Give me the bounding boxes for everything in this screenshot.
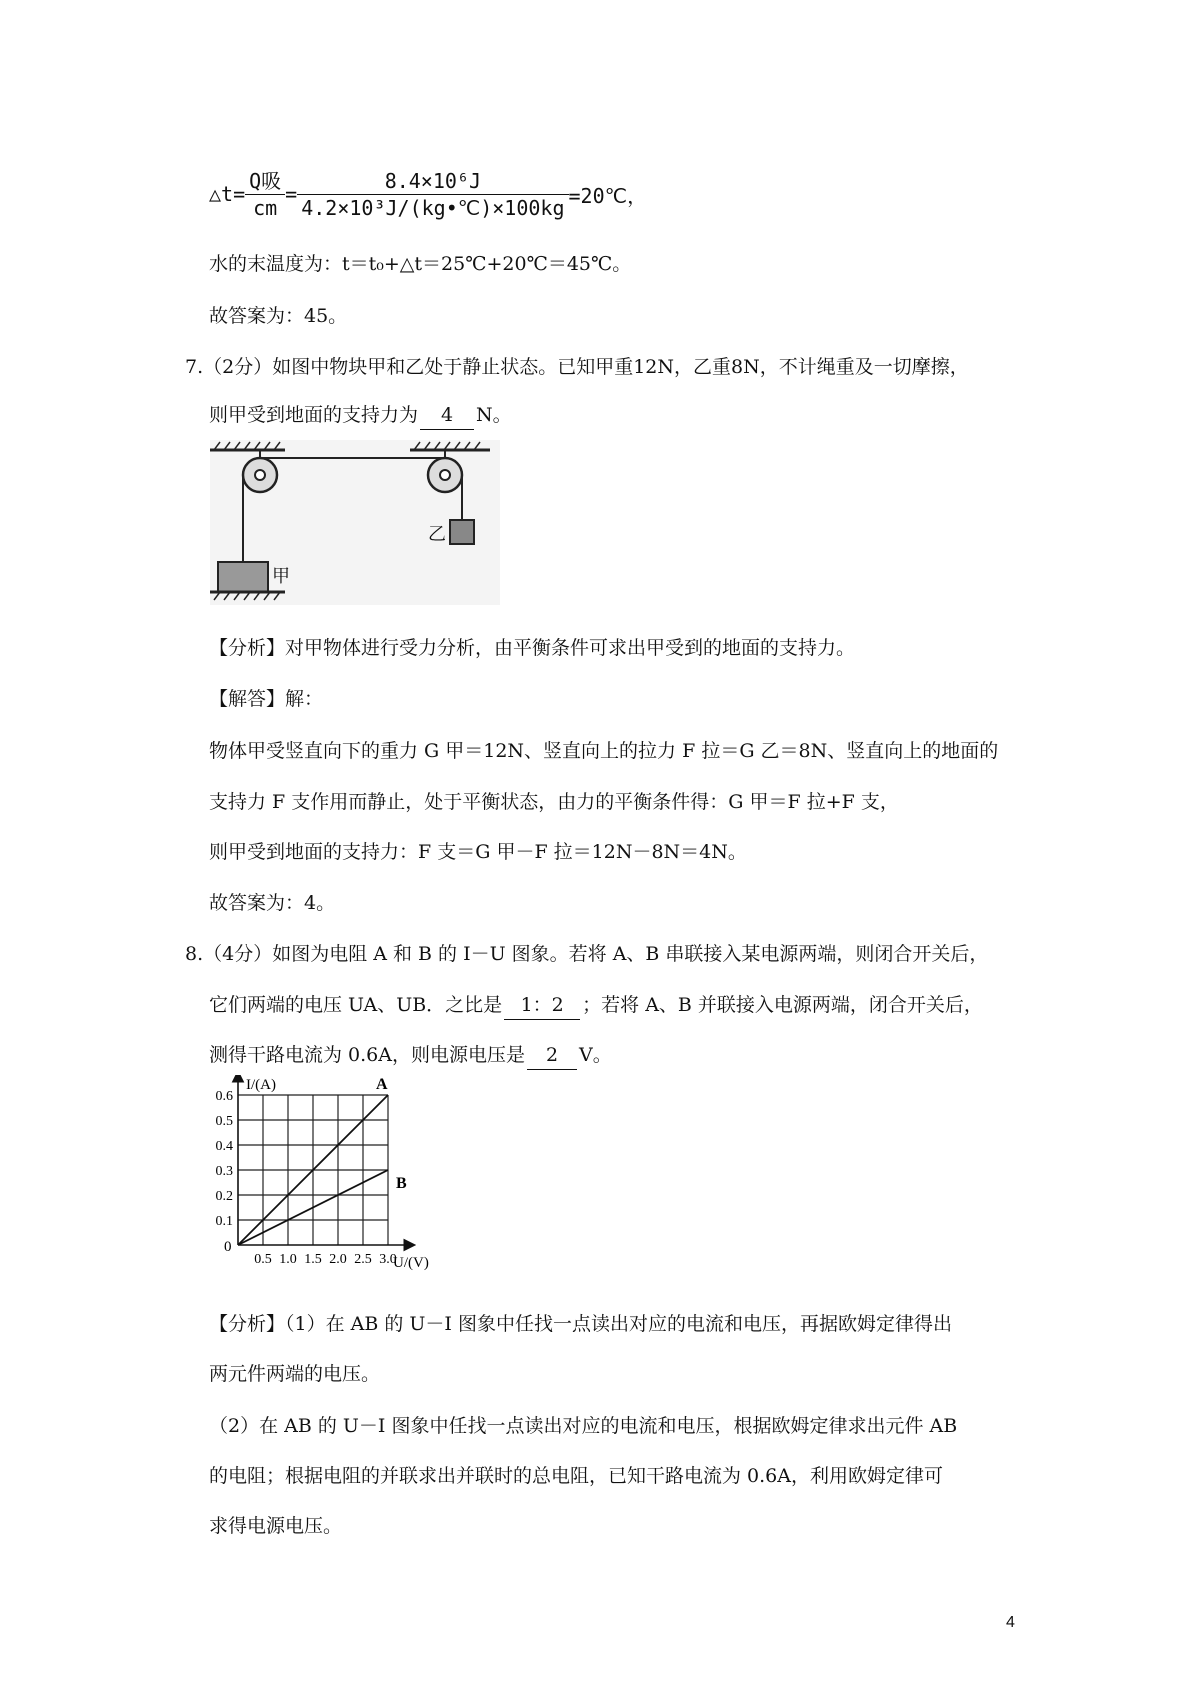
q8-line3-pre: 测得干路电流为 0.6A，则电源电压是: [209, 1044, 525, 1066]
x-tick-label: 2.0: [329, 1252, 347, 1267]
q8-ratio-blank: 1：2: [504, 991, 580, 1020]
q8-line2-post: ；若将 A、B 并联接入电源两端，闭合开关后，: [582, 994, 983, 1016]
fraction-denominator: 4.2×10³J/(kg•℃)×100kg: [301, 195, 565, 220]
y-tick-label: 0.2: [215, 1189, 233, 1204]
formula-result: =20℃，: [568, 183, 648, 208]
block-yi: [450, 520, 474, 544]
x-tick-label: 0.5: [254, 1252, 272, 1267]
q8-analysis-2a: （2）在 AB 的 U－I 图象中任找一点读出对应的电流和电压，根据欧姆定律求出元件 AB: [209, 1415, 958, 1437]
fraction-denominator: cm: [253, 195, 278, 220]
fraction-q-over-cm: [245, 168, 285, 221]
block-jia: [218, 562, 268, 592]
label-jia: 甲: [272, 566, 290, 586]
page-number: 4: [1006, 1614, 1015, 1631]
formula-equals: =: [285, 182, 298, 206]
x-tick-label: 1.0: [279, 1252, 297, 1267]
q7-line2: [209, 401, 512, 430]
q8-line3-post: V。: [578, 1044, 612, 1066]
y-tick-label: 0.1: [215, 1214, 233, 1229]
chart-ticks: [216, 1077, 429, 1271]
fraction-values: [297, 168, 568, 221]
x-axis-label: U/(V): [393, 1255, 429, 1271]
q8-line2: [209, 991, 983, 1020]
x-tick-label: 3.0: [379, 1252, 397, 1267]
final-temperature-line: 水的末温度为：t＝t₀+△t＝25℃+20℃＝45℃。: [209, 253, 632, 275]
q8-analysis-1a: 【分析】（1）在 AB 的 U－I 图象中任找一点读出对应的电流和电压，再据欧姆定律得出: [209, 1313, 952, 1335]
q7-analysis: 【分析】对甲物体进行受力分析，由平衡条件可求出甲受到的地面的支持力。: [209, 637, 856, 659]
temperature-formula: [209, 158, 647, 230]
q8-voltage-blank: 2: [527, 1041, 577, 1070]
y-tick-label: 0.4: [215, 1139, 233, 1154]
q8-line1: 8.（4分）如图为电阻 A 和 B 的 I－U 图象。若将 A、B 串联接入某电源两端，则闭合开关后，: [185, 943, 989, 965]
fraction-numerator: 8.4×10⁶J: [297, 168, 568, 195]
q7-line2-post: N。: [476, 404, 512, 426]
q7-answer: 故答案为：4。: [209, 892, 336, 914]
y-axis-label: I/(A): [246, 1077, 276, 1093]
q8-analysis-2b: 的电阻；根据电阻的并联求出并联时的总电阻，已知干路电流为 0.6A，利用欧姆定律可: [209, 1465, 943, 1487]
x-tick-label: 2.5: [354, 1252, 372, 1267]
q7-solution-3: 则甲受到地面的支持力：F 支＝G 甲－F 拉＝12N－8N＝4N。: [209, 841, 747, 863]
series-label-a: A: [376, 1076, 388, 1093]
pulley-figure: [210, 440, 500, 605]
q8-line2-pre: 它们两端的电压 UA、UB．之比是: [209, 994, 503, 1016]
label-yi: 乙: [428, 524, 446, 544]
origin-label: 0: [224, 1239, 232, 1255]
y-tick-label: 0.6: [215, 1089, 233, 1104]
q7-solution-1: 物体甲受竖直向下的重力 G 甲＝12N、竖直向上的拉力 F 拉＝G 乙＝8N、竖直向上的地面的: [209, 740, 999, 762]
answer-6: 故答案为：45。: [209, 305, 348, 327]
q8-analysis-1b: 两元件两端的电压。: [209, 1363, 381, 1385]
q7-answer-blank: 4: [420, 401, 474, 430]
q7-line1: 7.（2分）如图中物块甲和乙处于静止状态。已知甲重12N，乙重8N，不计绳重及一切摩擦，: [185, 356, 969, 378]
iu-chart: [210, 1075, 470, 1285]
q7-solution-head: 【解答】解：: [209, 688, 324, 710]
q7-solution-2: 支持力 F 支作用而静止，处于平衡状态，由力的平衡条件得：G 甲＝F 拉+F 支，: [209, 791, 899, 813]
q8-line3: [209, 1041, 612, 1070]
x-tick-label: 1.5: [304, 1252, 322, 1267]
fraction-numerator: Q吸: [245, 168, 285, 195]
q7-line2-pre: 则甲受到地面的支持力为: [209, 404, 419, 426]
y-tick-label: 0.3: [215, 1164, 233, 1179]
y-tick-label: 0.5: [215, 1114, 233, 1129]
formula-lhs: △t=: [209, 182, 246, 206]
series-label-b: B: [396, 1175, 407, 1192]
q8-analysis-2c: 求得电源电压。: [209, 1515, 343, 1537]
